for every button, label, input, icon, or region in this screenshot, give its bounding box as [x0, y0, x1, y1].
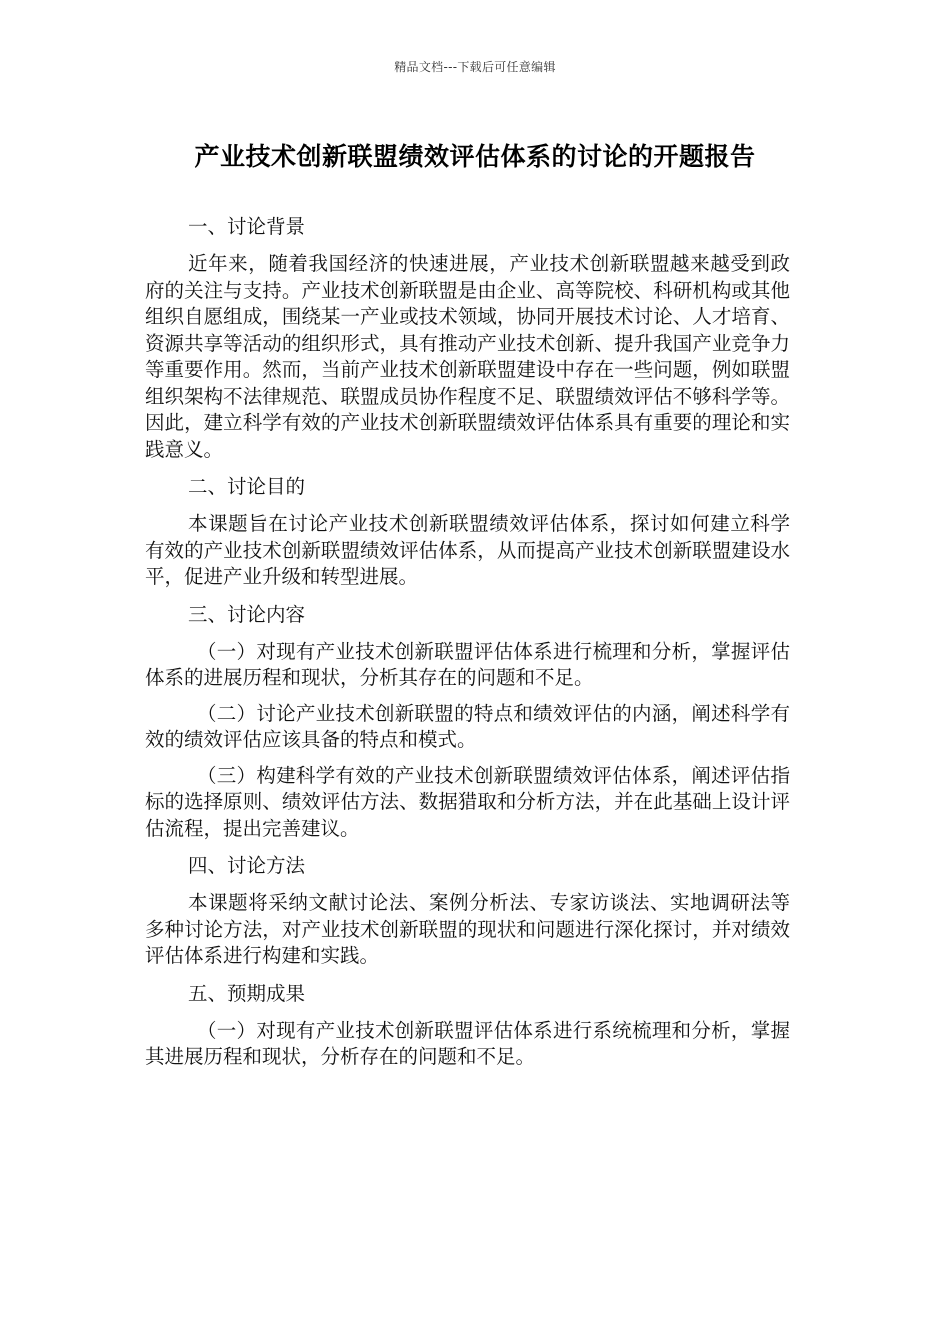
content-item-3: （三）构建科学有效的产业技术创新联盟绩效评估体系，阐述评估指标的选择原则、绩效评估方法、数据猎取和分析方法，并在此基础上设计评估流程，提出完善建议。: [145, 763, 790, 840]
section-heading-content: 三、讨论内容: [188, 602, 306, 626]
section-heading-background: 一、讨论背景: [188, 215, 306, 238]
content-item-1: （一）对现有产业技术创新联盟评估体系进行梳理和分析，掌握评估体系的进展历程和现状，分析其存在的问题和不足。: [145, 639, 790, 689]
paragraph-purpose: 本课题旨在讨论产业技术创新联盟绩效评估体系，探讨如何建立科学有效的产业技术创新联盟绩效评估体系，从而提高产业技术创新联盟建设水平，促进产业升级和转型进展。: [145, 512, 790, 588]
paragraph-methods: 本课题将采纳文献讨论法、案例分析法、专家访谈法、实地调研法等多种讨论方法，对产业技术创新联盟的现状和问题进行深化探讨，并对绩效评估体系进行构建和实践。: [145, 891, 790, 967]
header-note: 精品文档---下载后可任意编辑: [394, 60, 556, 74]
section-heading-methods: 四、讨论方法: [188, 854, 306, 877]
content-item-2: （二）讨论产业技术创新联盟的特点和绩效评估的内涵，阐述科学有效的绩效评估应该具备的特点和模式。: [145, 701, 790, 751]
document-title: 产业技术创新联盟绩效评估体系的讨论的开题报告: [194, 142, 756, 171]
document-body: [145, 212, 790, 1080]
expected-result-item-1: （一）对现有产业技术创新联盟评估体系进行系统梳理和分析，掌握其进展历程和现状，分析存在的问题和不足。: [145, 1018, 790, 1068]
section-heading-expected-results: 五、预期成果: [188, 981, 306, 1005]
section-heading-purpose: 二、讨论目的: [188, 475, 306, 498]
paragraph-background: 近年来，随着我国经济的快速进展，产业技术创新联盟越来越受到政府的关注与支持。产业技术创新联盟是由企业、高等院校、科研机构或其他组织自愿组成，围绕某一产业或技术领域，协同开展技术讨论、人才培育、资源共享等活动的组织形式，具有推动产业技术创新、提升我国产业竞争力等重要作用。然而，当前产业技术创新联盟建设中存在一些问题，例如联盟组织架构不法律规范、联盟成员协作程度不足、联盟绩效评估不够科学等。因此，建立科学有效的产业技术创新联盟绩效评估体系具有重要的理论和实践意义。: [145, 252, 790, 461]
